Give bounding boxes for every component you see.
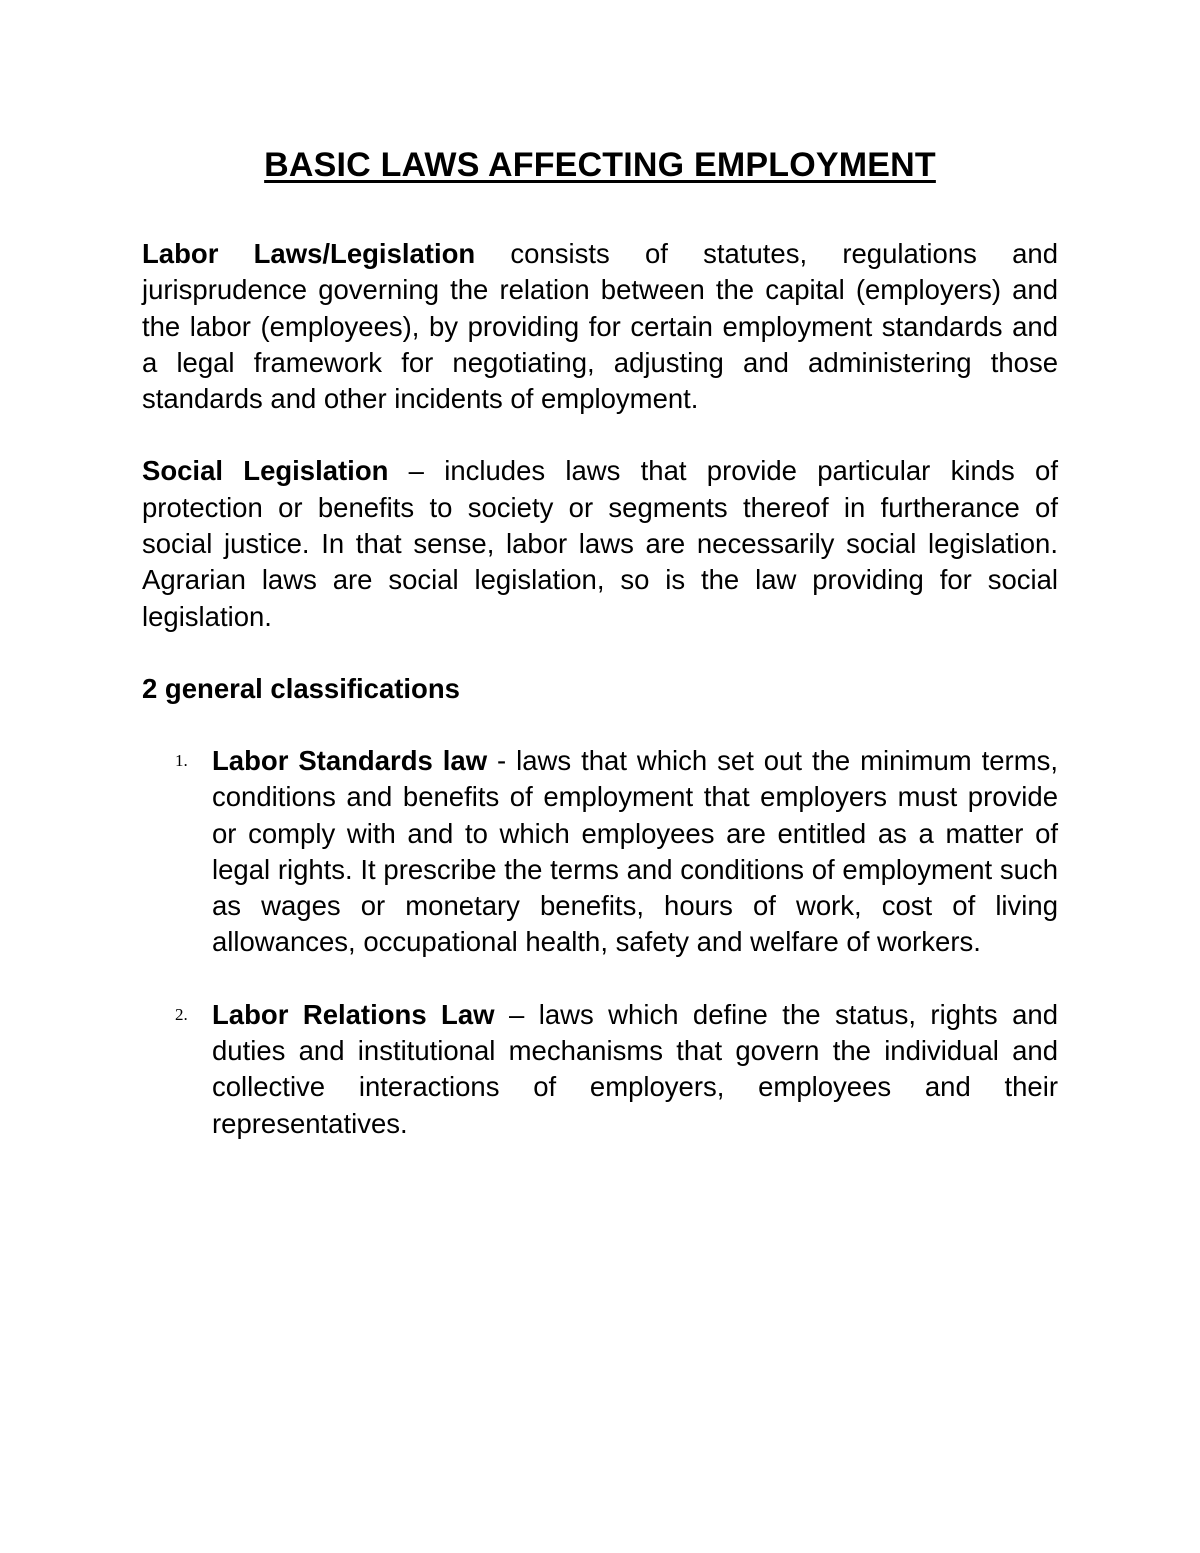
classifications-heading: 2 general classifications: [142, 672, 460, 704]
classifications-list: [142, 743, 1058, 1142]
list-item-number: 2.: [175, 1004, 188, 1024]
list-item-number: 1.: [175, 750, 188, 770]
social-legislation-paragraph: [142, 453, 1058, 634]
labor-laws-paragraph: [142, 236, 1058, 417]
document-page: [142, 140, 1058, 1178]
list-item: [142, 743, 1058, 961]
list-item-term: Labor Relations Law: [212, 998, 495, 1030]
social-legislation-term: Social Legislation: [142, 455, 389, 487]
list-item: [142, 997, 1058, 1142]
document-title: BASIC LAWS AFFECTING EMPLOYMENT: [264, 146, 936, 184]
labor-laws-term: Labor Laws/Legislation: [142, 238, 476, 269]
list-item-text: – laws which define the status, rights and duties and institutional mechanisms that govern the individual and collective interactions of employers, employees and their representatives.: [212, 998, 1058, 1139]
labor-laws-text: consists of statutes, regulations and jurisprudence governing the relation between the capital (employers) and the labor (employees), by providing for certain employment standards and a legal framework for negotiating, adjusting and administering those standards and other incidents of employment.: [142, 238, 1058, 415]
social-legislation-text: – includes laws that provide particular kinds of protection or benefits to society or segments thereof in furtherance of social justice. In that sense, labor laws are necessarily social legislation. Agrarian laws are social legislation, so is the law providing for social legislation.: [142, 455, 1058, 632]
list-item-term: Labor Standards law: [212, 744, 488, 776]
list-item-text: - laws that which set out the minimum terms, conditions and benefits of employment that employers must provide or comply with and to which employees are entitled as a matter of legal rights. It prescribe the terms and conditions of employment such as wages or monetary benefits, hours of work, cost of living allowances, occupational health, safety and welfare of workers.: [212, 744, 1058, 958]
